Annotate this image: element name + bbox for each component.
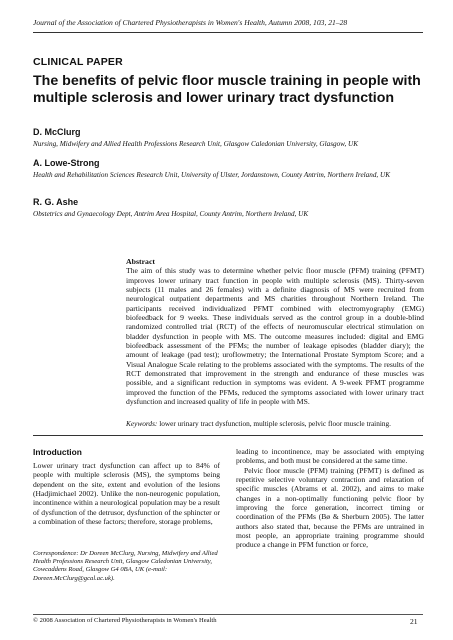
keywords-text: lower urinary tract dysfunction, multiple sclerosis, pelvic floor muscle training. <box>159 419 392 428</box>
abstract-rule <box>33 435 423 436</box>
abstract-heading: Abstract <box>126 257 156 266</box>
section-label: CLINICAL PAPER <box>33 56 123 68</box>
author-affiliation-3: Obstetrics and Gynaecology Dept, Antrim Area Hospital, County Antrim, Northern Ireland, UK <box>33 210 309 218</box>
author-name-1: D. McClurg <box>33 127 81 137</box>
introduction-heading: Introduction <box>33 447 82 457</box>
introduction-left-column: Lower urinary tract dysfunction can affect up to 84% of people with multiple sclerosis (MS), the symptoms being dependent on the site, extent and evolution of the lesions (Hadjimichael 2002). Unlike the non-neurogenic population, incontinence within a neurological population may be a result of dysfunction of the detrusor, dysfunction of the sphincter or a combination of these factors; therefore, storage problems, <box>33 461 220 527</box>
author-affiliation-2: Health and Rehabilitation Sciences Research Unit, University of Ulster, Jordanstown, County Antrim, Northern Ireland, UK <box>33 171 391 179</box>
keywords-label: Keywords: <box>126 419 158 428</box>
author-affiliation-1: Nursing, Midwifery and Allied Health Professions Research Unit, Glasgow Caledonian University, Glasgow, UK <box>33 140 359 148</box>
footer-rule <box>33 614 423 615</box>
correspondence-note: Correspondence: Dr Doreen McClurg, Nursing, Midwifery and Allied Health Professions Research Unit, Glasgow Caledonian University, Cowcaddens Road, Glasgow G4 0BA, UK (e-mail: Doreen.McClurg@gcal.ac.uk). <box>33 550 218 582</box>
introduction-paragraph-2: Pelvic floor muscle (PFM) training (PFMT) is defined as repetitive selective voluntary contraction and relaxation of specific muscles (Abrams et al. 2002), and aims to make changes in a non-optimally functioning pelvic floor by improving the force generation, incorrect timing or coordination of the PFMs (Bø & Sherburn 2005). The latter authors also stated that, because the PFMs are untrained in most people, an appropriate training programme should produce a change in PFM function or force, <box>236 465 424 550</box>
author-name-3: R. G. Ashe <box>33 197 79 207</box>
page-number: 21 <box>410 617 418 626</box>
header-rule <box>33 32 423 33</box>
keywords-line <box>126 419 424 428</box>
author-name-2: A. Lowe-Strong <box>33 158 100 168</box>
abstract-text: The aim of this study was to determine whether pelvic floor muscle (PFM) training (PFMT) improves lower urinary tract function in people with multiple sclerosis (MS). Thirty-seven subjects (11 males and 26 females) with a definite diagnosis of MS were recruited from neurological outpatient departments and MS charities throughout Northern Ireland. The participants received individualized PFMT combined with electromyography (EMG) biofeedback for 9 weeks. These individuals served as the control group in a double-blind randomized controlled trial (RCT) of the effects of neuromuscular electrical stimulation on bladder dysfunction in people with MS. The outcome measures included: digital and EMG biofeedback assessment of the PFMs; the number of leakage episodes (bladder diary); the amount of leakage (pad test); uroflowmetry; the International Prostate Symptom Score; and a Visual Analogue Scale relating to the problems associated with the symptoms. The results of the RCT demonstrated that improvement in the strength and endurance of these muscles was possible, and a significant reduction in symptoms was evident. A 9-week PFMT programme improved the function of the PFMs, reduced the symptoms associated with lower urinary tract dysfunction and increased quality of life in people with MS. <box>126 266 424 407</box>
journal-citation-line: Journal of the Association of Chartered Physiotherapists in Women's Health, Autumn 2008, 103, 21–28 <box>33 18 348 27</box>
article-title: The benefits of pelvic floor muscle training in people with multiple sclerosis and lower urinary tract dysfunction <box>33 73 421 106</box>
introduction-paragraph-1: leading to incontinence, may be associated with emptying problems, and both must be considered at the same time. <box>236 447 424 466</box>
copyright-notice: © 2008 Association of Chartered Physiotherapists in Women's Health <box>33 617 217 624</box>
abstract-block <box>126 257 424 407</box>
introduction-right-column <box>236 447 424 550</box>
